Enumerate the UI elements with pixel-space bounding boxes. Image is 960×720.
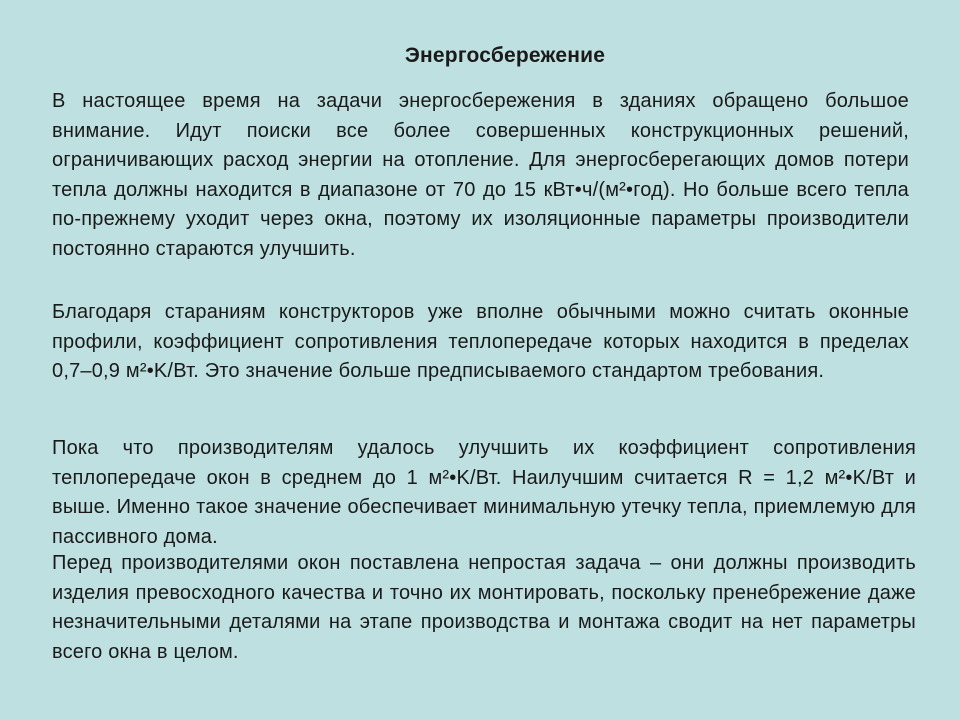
paragraph-manufacturers: Пока что производителям удалось улучшить их коэффициент сопротивления теплопередаче окон в среднем до 1 м²•K/Вт. Наилучшим считается R = 1,2 м²•K/Вт и выше. Именно такое значение обеспечивает минимальную утечку тепла, приемлемую для пассивного дома.	[52, 437, 916, 548]
paragraph-challenge: Перед производителями окон поставлена непростая задача – они должны производить изделия превосходного качества и точно их монтировать, поскольку пренебрежение даже незначительными деталями на этапе производства и монтажа сводит на нет параметры всего окна в целом.	[52, 552, 916, 663]
slide-title: Энергосбережение	[404, 44, 606, 67]
paragraph-profiles: Благодаря стараниям конструкторов уже вполне обычными можно считать оконные профили, коэффициент сопротивления теплопередаче которых находится в пределах 0,7–0,9 м²•K/Вт. Это значение больше предписываемого стандартом требования.	[52, 301, 909, 382]
paragraph-intro: В настоящее время на задачи энергосбережения в зданиях обращено большое внимание. Идут поиски все более совершенных конструкционных решений, ограничивающих расход энергии на отопление. Для энергосберегающих домов потери тепла должны находится в диапазоне от 70 до 15 кВт•ч/(м²•год). Но больше всего тепла по-прежнему уходит через окна, поэтому их изоляционные параметры производители постоянно стараются улучшить.	[52, 90, 909, 260]
